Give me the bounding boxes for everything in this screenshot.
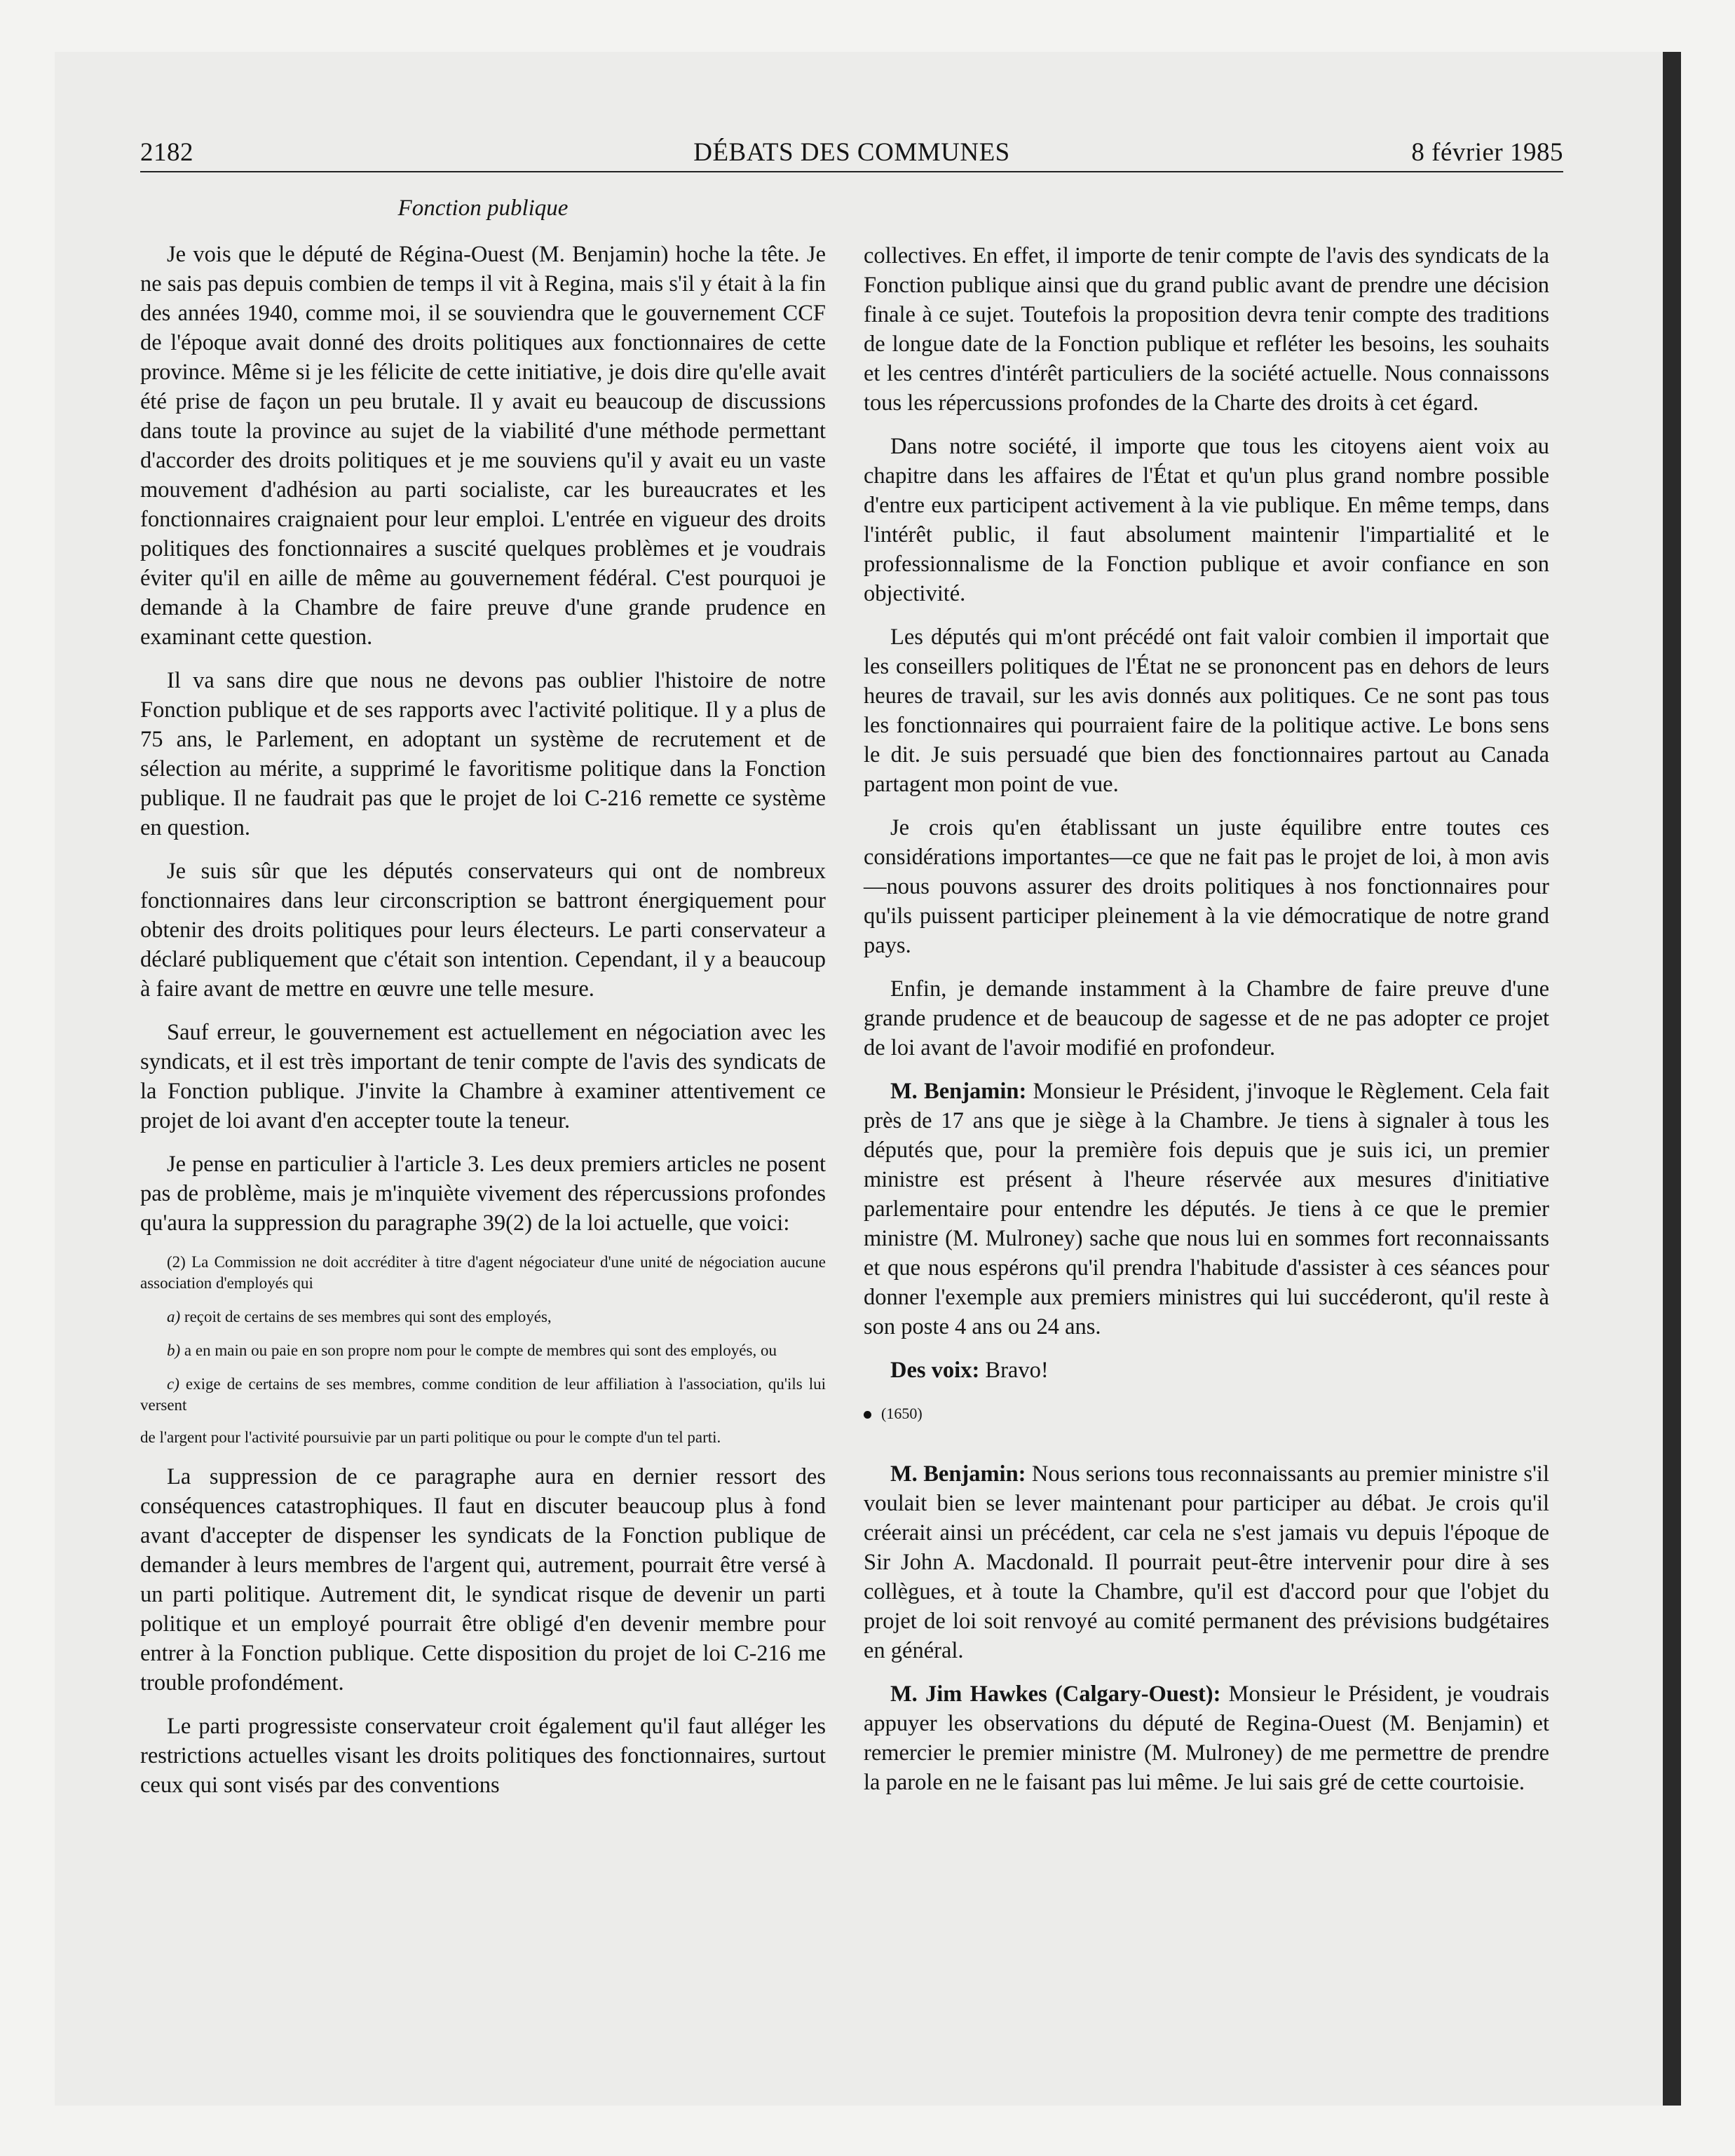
paragraph: Sauf erreur, le gouvernement est actuellement en négociation avec les syndicats, et il est très important de tenir compte de l'avis des syndicats de la Fonction publique. J'invite la Chambre à examiner attentivement ce projet de loi avant d'en accepter toute la teneur.: [140, 1020, 826, 1133]
paragraph: Les députés qui m'ont précédé ont fait valoir combien il importait que les conseillers politiques de l'État ne se prononcent pas en dehors de leurs heures de travail, sur les avis donnés aux politiques. Ce ne sont pas tous les fonctionnaires qui pourraient faire de la politique active. Le bons sens le dit. Je suis persuadé que bien des fonctionnaires partout au Canada partagent mon point de vue.: [864, 625, 1549, 797]
paragraph: Je crois qu'en établissant un juste équilibre entre toutes ces considérations importantes—ce que ne fait pas le projet de loi, à mon avis—nous pouvons assurer des droits politiques à nos fonctionnaires pour qu'ils puissent participer pleinement à la vie démocratique de notre grand pays.: [864, 815, 1549, 958]
quotation-tail: de l'argent pour l'activité poursuivie par un parti politique ou pour le compte d'un tel parti.: [140, 1428, 721, 1446]
paragraph: Je pense en particulier à l'article 3. Les deux premiers articles ne posent pas de problème, mais je m'inquiète vivement des répercussions profondes qu'aura la suppression du paragraphe 39(2) de la loi actuelle, que voici:: [140, 1152, 826, 1236]
right-column: [864, 241, 1549, 1811]
paragraph: La suppression de ce paragraphe aura en dernier ressort des conséquences catastrophiques. Il faut en discuter beaucoup plus à fond avant d'accepter de dispenser les syndicats de la Fonction publique de demander à leurs membres de l'argent qui, autrement, pourrait être versé à un parti politique. Autrement dit, le syndicat risque de devenir un parti politique et un employé pourrait être obligé d'en devenir membre pour entrer à la Fonction publique. Cette disposition du projet de loi C-216 me trouble profondément.: [140, 1464, 826, 1696]
issue-date: 8 février 1985: [1411, 138, 1563, 167]
quotation-item-b: b) a en main ou paie en son propre nom pour le compte de membres qui sont des employés, ou: [167, 1342, 777, 1359]
section-title: Fonction publique: [397, 196, 569, 221]
time-marker: (1650): [864, 1399, 1549, 1428]
legal-quotation: [140, 1252, 826, 1448]
speaker-name: Des voix:: [890, 1358, 980, 1383]
speech-benjamin-1: M. Benjamin: Monsieur le Président, j'invoque le Règlement. Cela fait près de 17 ans que je siège à la Chambre. Je tiens à signaler à tous les députés que, pour la première fois depuis que je suis ici, un premier ministre est présent à l'heure réservée aux mesures d'initiative parlementaire pour entendre les députés. Je tiens à ce que le premier ministre (M. Mulroney) sache que nous lui en sommes fort reconnaissants et que nous espérons qu'il prendra l'habitude d'assister à ces séances pour donner l'exemple aux premiers ministres qui lui succéderont, qu'il reste à son poste 4 ans ou 24 ans.: [864, 1079, 1549, 1339]
quotation-item-c: c) exige de certains de ses membres, comme condition de leur affiliation à l'association, qu'ils lui versent: [140, 1375, 826, 1414]
paragraph: Il va sans dire que nous ne devons pas oublier l'histoire de notre Fonction publique et de ses rapports avec l'activité politique. Il y a plus de 75 ans, le Parlement, en adoptant un système de recrutement et de sélection au mérite, a supprimé le favoritisme politique dans la Fonction publique. Il ne faudrait pas que le projet de loi C-216 remette ce système en question.: [140, 668, 826, 840]
paragraph: Je suis sûr que les députés conservateurs qui ont de nombreux fonctionnaires dans leur circonscription se battront énergiquement pour obtenir des droits politiques pour leurs électeurs. Le parti conservateur a déclaré publiquement que c'était son intention. Cependant, il y a beaucoup à faire avant de mettre en œuvre une telle mesure.: [140, 859, 826, 1002]
quotation-intro: (2) La Commission ne doit accréditer à titre d'agent négociateur d'une unité de négociation aucune association d'employés qui: [140, 1253, 826, 1292]
speaker-name: M. Jim Hawkes (Calgary-Ouest):: [890, 1681, 1221, 1707]
left-column: [140, 193, 826, 1814]
paragraph: collectives. En effet, il importe de tenir compte de l'avis des syndicats de la Fonction publique ainsi que du grand public avant de prendre une décision finale à ce sujet. Toutefois la proposition devra tenir compte des traditions de longue date de la Fonction publique et refléter les besoins, les souhaits et les centres d'intérêt particuliers de la société actuelle. Nous connaissons tous les répercussions profondes de la Charte des droits à cet égard.: [864, 243, 1549, 416]
paragraph: Le parti progressiste conservateur croit également qu'il faut alléger les restrictions actuelles visant les droits politiques des fonctionnaires, surtout ceux qui sont visés par des conventions: [140, 1714, 826, 1798]
paragraph: Enfin, je demande instamment à la Chambre de faire preuve d'une grande prudence et de beaucoup de sagesse et de ne pas adopter ce projet de loi avant de l'avoir modifié en profondeur.: [864, 976, 1549, 1060]
paragraph: Dans notre société, il importe que tous les citoyens aient voix au chapitre dans les affaires de l'État et qu'un plus grand nombre possible d'entre eux participent activement à la vie publique. En même temps, dans l'intérêt public, il faut absolument maintenir l'impartialité et le professionnalisme de la Fonction publique et avoir confiance en son objectivité.: [864, 434, 1549, 606]
quotation-item-a: a) reçoit de certains de ses membres qui sont des employés,: [167, 1308, 552, 1325]
scan-edge-bar: [1663, 52, 1681, 2106]
bullet-icon: [864, 1411, 871, 1419]
publication-title: DÉBATS DES COMMUNES: [693, 138, 1010, 167]
speaker-name: M. Benjamin:: [890, 1079, 1027, 1104]
paragraph: Je vois que le député de Régina-Ouest (M. Benjamin) hoche la tête. Je ne sais pas depuis combien de temps il vit à Regina, mais s'il y était à la fin des années 1940, comme moi, il se souviendra que le gouvernement CCF de l'époque avait donné des droits politiques aux fonctionnaires de cette province. Même si je les félicite de cette initiative, je dois dire qu'elle avait été prise de façon un peu brutale. Il y avait eu beaucoup de discussions dans toute la province au sujet de la viabilité d'une méthode permettant d'accorder des droits politiques et je me souviens qu'il y avait eu un vaste mouvement d'adhésion au parti socialiste, car les bureaucrates et les fonctionnaires craignaient pour leur emploi. L'entrée en vigueur des droits politiques des fonctionnaires a suscité quelques problèmes et je voudrais éviter qu'il en aille de même au gouvernement fédéral. C'est pourquoi je demande à la Chambre de faire preuve d'une grande prudence en examinant cette question.: [140, 242, 826, 650]
speaker-name: M. Benjamin:: [890, 1461, 1026, 1487]
header-rule: [140, 171, 1563, 172]
page-header: [140, 137, 1563, 175]
page-number: 2182: [140, 138, 193, 167]
speech-voices: Des voix: Bravo!: [890, 1358, 1049, 1383]
speech-hawkes: M. Jim Hawkes (Calgary-Ouest): Monsieur le Président, je voudrais appuyer les observations du député de Regina-Ouest (M. Benjamin) et remercier le premier ministre (M. Mulroney) de me permettre de prendre la parole en ne le faisant pas lui même. Je lui sais gré de cette courtoisie.: [864, 1681, 1549, 1795]
speech-benjamin-2: M. Benjamin: Nous serions tous reconnaissants au premier ministre s'il voulait bien se lever maintenant pour participer au débat. Je crois qu'il créerait ainsi un précédent, car cela ne s'est jamais vu depuis l'époque de Sir John A. Macdonald. Il pourrait peut-être intervenir pour dire à ses collègues, et à toute la Chambre, qu'il est d'accord pour que l'objet du projet de loi soit renvoyé au comité permanent des prévisions budgétaires en général.: [864, 1461, 1549, 1663]
